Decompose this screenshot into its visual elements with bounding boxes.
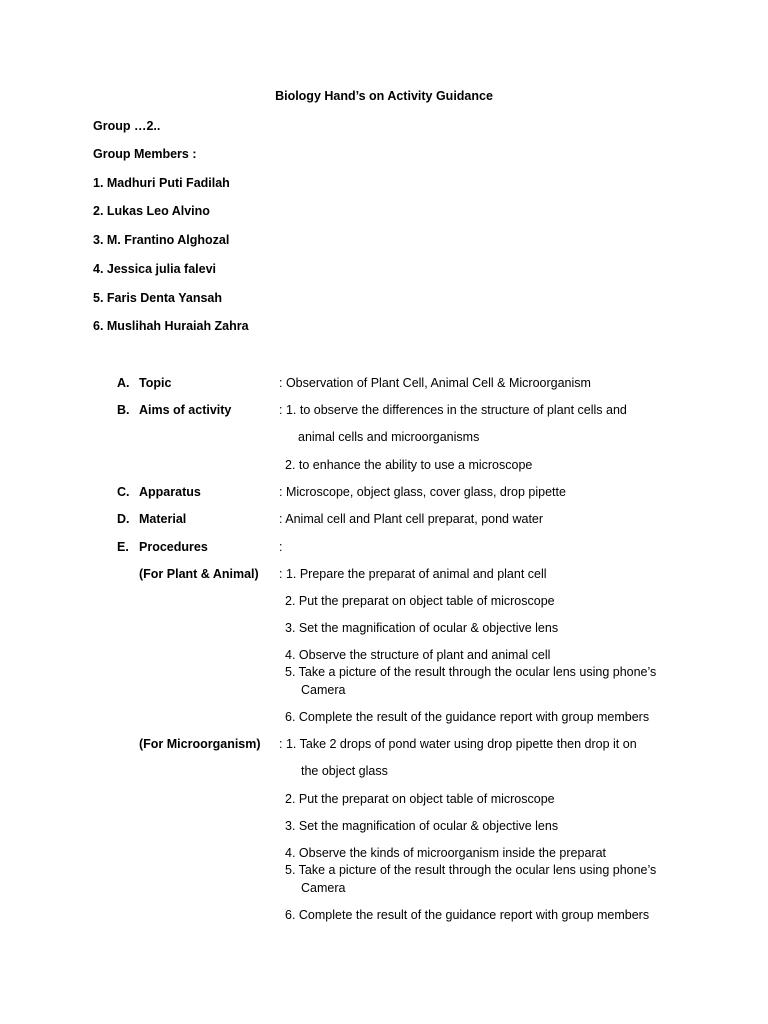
procedure-group-label-plant-animal: (For Plant & Animal) (139, 567, 259, 581)
section-label-topic: Topic (139, 376, 172, 390)
procedure-step: 5. Take a picture of the result through the ocular lens using phone’s (285, 665, 657, 679)
procedure-step: 3. Set the magnification of ocular & objective lens (285, 819, 559, 833)
member-item: 2. Lukas Leo Alvino (93, 204, 210, 218)
member-item: 6. Muslihah Huraiah Zahra (93, 319, 249, 333)
aim-item-continuation: animal cells and microorganisms (298, 430, 480, 444)
section-letter-procedures: E. (117, 540, 129, 554)
procedure-step: 5. Take a picture of the result through the ocular lens using phone’s (285, 863, 657, 877)
aim-item: : 1. to observe the differences in the structure of plant cells and (279, 403, 627, 417)
member-item: 4. Jessica julia falevi (93, 262, 216, 276)
procedure-step: : 1. Take 2 drops of pond water using drop pipette then drop it on (279, 737, 637, 751)
procedure-step: 4. Observe the structure of plant and animal cell (285, 648, 551, 662)
members-heading: Group Members : (93, 147, 197, 161)
procedure-step-continuation: the object glass (301, 764, 388, 778)
section-label-apparatus: Apparatus (139, 485, 201, 499)
document-title: Biology Hand’s on Activity Guidance (275, 89, 493, 103)
section-value-procedures: : (279, 540, 283, 554)
section-letter-aims: B. (117, 403, 130, 417)
aim-item: 2. to enhance the ability to use a microscope (285, 458, 533, 472)
member-item: 3. M. Frantino Alghozal (93, 233, 230, 247)
group-number: Group …2.. (93, 119, 161, 133)
section-letter-apparatus: C. (117, 485, 130, 499)
section-label-material: Material (139, 512, 187, 526)
section-label-procedures: Procedures (139, 540, 208, 554)
procedure-step: 6. Complete the result of the guidance report with group members (285, 710, 650, 724)
procedure-step-continuation: Camera (301, 881, 346, 895)
member-item: 5. Faris Denta Yansah (93, 291, 222, 305)
procedure-step: 3. Set the magnification of ocular & objective lens (285, 621, 559, 635)
procedure-step: 6. Complete the result of the guidance report with group members (285, 908, 650, 922)
section-label-aims: Aims of activity (139, 403, 232, 417)
section-letter-topic: A. (117, 376, 130, 390)
procedure-step: 4. Observe the kinds of microorganism inside the preparat (285, 846, 606, 860)
procedure-step: : 1. Prepare the preparat of animal and plant cell (279, 567, 547, 581)
member-item: 1. Madhuri Puti Fadilah (93, 176, 230, 190)
procedure-group-label-microorganism: (For Microorganism) (139, 737, 261, 751)
section-value-apparatus: : Microscope, object glass, cover glass, drop pipette (279, 485, 566, 499)
section-value-material: : Animal cell and Plant cell preparat, pond water (279, 512, 544, 526)
section-value-topic: : Observation of Plant Cell, Animal Cell & Microorganism (279, 376, 591, 390)
procedure-step: 2. Put the preparat on object table of microscope (285, 792, 555, 806)
procedure-step-continuation: Camera (301, 683, 346, 697)
procedure-step: 2. Put the preparat on object table of microscope (285, 594, 555, 608)
section-letter-material: D. (117, 512, 130, 526)
